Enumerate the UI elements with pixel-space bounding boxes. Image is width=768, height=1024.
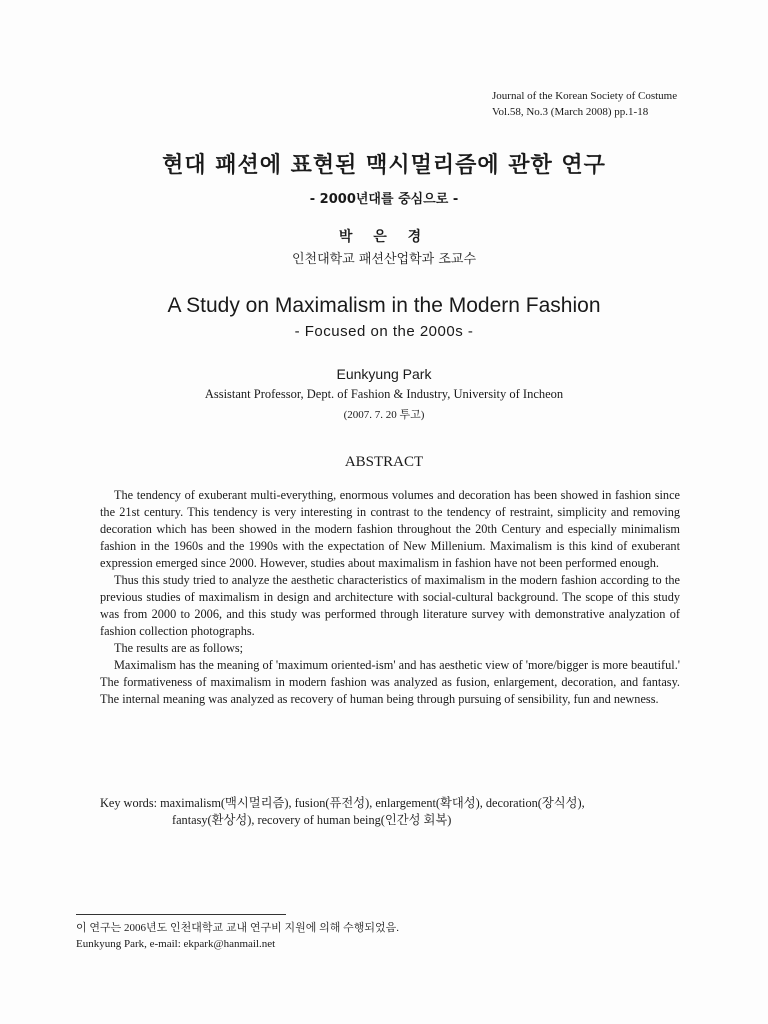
received-date: (2007. 7. 20 투고) bbox=[343, 409, 425, 421]
journal-volume: Vol.58, No.3 (March 2008) pp.1-18 bbox=[492, 106, 649, 118]
footnote bbox=[76, 920, 399, 952]
abstract-paragraph: The tendency of exuberant multi-everything, enormous volumes and decoration has been showed in fashion since the 21st century. This tendency is very interesting in contrast to the tendency of restraint, simplicity and removing decoration which has been showed in the modern fashion throughout the 20th Century and especially minimalism fashion in the 1960s and the 1990s with the expectation of New Millenium. Maximalism is this kind of exuberant expression emerged since 2000. However, studies about maximalism in fashion have not been performed enough. bbox=[100, 488, 680, 570]
journal-name: Journal of the Korean Society of Costume bbox=[492, 90, 678, 102]
abstract-body bbox=[100, 487, 680, 708]
english-affiliation: Assistant Professor, Dept. of Fashion & Industry, University of Incheon bbox=[204, 387, 564, 401]
abstract-heading: ABSTRACT bbox=[344, 454, 424, 470]
korean-author: 박 은 경 bbox=[338, 229, 430, 245]
abstract-paragraph: The results are as follows; bbox=[114, 641, 244, 655]
korean-affiliation: 인천대학교 패션산업학과 조교수 bbox=[291, 252, 477, 267]
english-subtitle: - Focused on the 2000s - bbox=[294, 323, 474, 340]
korean-title: 현대 패션에 표현된 맥시멀리즘에 관한 연구 bbox=[162, 153, 606, 178]
korean-subtitle: - 2000년대를 중심으로 - bbox=[309, 192, 459, 207]
footnote-divider bbox=[76, 914, 286, 915]
keywords bbox=[100, 795, 700, 829]
keywords-line-2: fantasy(환상성), recovery of human being(인간성 회복) bbox=[172, 813, 452, 827]
abstract-paragraph: Maximalism has the meaning of 'maximum oriented-ism' and has aesthetic view of 'more/bigger is more beautiful.' The formativeness of maximalism in modern fashion was analyzed as fusion, enlargement, decoration, and fantasy. The internal meaning was analyzed as recovery of human being through pursuing of sensibility, fun and newness. bbox=[100, 658, 680, 706]
footnote-funding: 이 연구는 2006년도 인천대학교 교내 연구비 지원에 의해 수행되었음. bbox=[76, 922, 400, 934]
english-title: A Study on Maximalism in the Modern Fashion bbox=[167, 294, 601, 317]
keywords-line-1: Key words: maximalism(맥시멀리즘), fusion(퓨전성), enlargement(확대성), decoration(장식성), bbox=[100, 796, 585, 810]
footnote-contact: Eunkyung Park, e-mail: ekpark@hanmail.net bbox=[76, 938, 276, 950]
journal-header bbox=[492, 88, 677, 120]
english-author: Eunkyung Park bbox=[336, 366, 432, 382]
abstract-paragraph: Thus this study tried to analyze the aesthetic characteristics of maximalism in the modern fashion according to the previous studies of maximalism in design and architecture with social-cultural background. The scope of this study was from 2000 to 2006, and this study was performed through literature survey with demonstrative analyzation of fashion collection photographs. bbox=[100, 573, 680, 638]
